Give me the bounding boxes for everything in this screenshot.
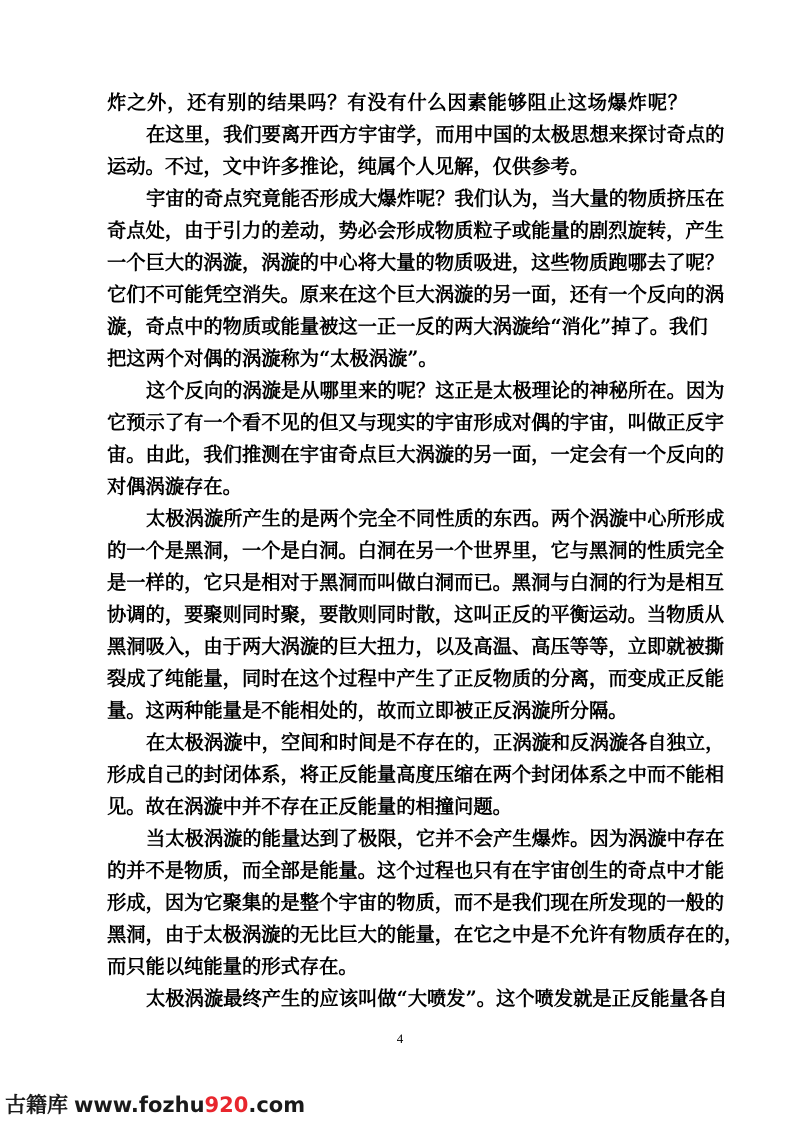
watermark-url-suffix: .com bbox=[248, 1093, 306, 1117]
text-line: 太极涡漩所产生的是两个完全不同性质的东西。两个涡漩中心所形成 bbox=[146, 507, 725, 530]
text-line: 它们不可能凭空消失。原来在这个巨大涡漩的另一面，还有一个反向的涡 bbox=[107, 283, 724, 306]
text-line: 这个反向的涡漩是从哪里来的呢？这正是太极理论的神秘所在。因为 bbox=[146, 379, 725, 402]
text-line: 见。故在涡漩中并不存在正反能量的相撞问题。 bbox=[107, 795, 512, 818]
text-line: 量。这两种能量是不能相处的，故而立即被正反涡漩所分隔。 bbox=[107, 699, 628, 722]
text-line: 黑洞吸入，由于两大涡漩的巨大扭力，以及高温、高压等等，立即就被撕 bbox=[107, 635, 724, 658]
text-line: 而只能以纯能量的形式存在。 bbox=[107, 955, 358, 978]
text-line: 协调的，要聚则同时聚，要散则同时散，这叫正反的平衡运动。当物质从 bbox=[107, 603, 724, 626]
text-line: 它预示了有一个看不见的但又与现实的宇宙形成对偶的宇宙，叫做正反宇 bbox=[107, 411, 724, 434]
site-watermark[interactable] bbox=[5, 1090, 305, 1120]
text-line: 在太极涡漩中，空间和时间是不存在的，正涡漩和反涡漩各自独立， bbox=[146, 731, 725, 754]
text-line: 把这两个对偶的涡漩称为“太极涡漩”。 bbox=[107, 347, 438, 370]
text-line: 一个巨大的涡漩，涡漩的中心将大量的物质吸进，这些物质跑哪去了呢？ bbox=[107, 251, 724, 274]
text-line: 对偶涡漩存在。 bbox=[107, 475, 242, 498]
watermark-site-name: 古籍库 bbox=[5, 1093, 68, 1117]
text-line: 漩，奇点中的物质或能量被这一正一反的两大涡漩给“消化”掉了。我们 bbox=[107, 315, 708, 338]
text-line: 宇宙的奇点究竟能否形成大爆炸呢？我们认为，当大量的物质挤压在 bbox=[146, 187, 725, 210]
text-line: 形成自己的封闭体系，将正反能量高度压缩在两个封闭体系之中而不能相 bbox=[107, 763, 724, 786]
text-line: 太极涡漩最终产生的应该叫做“大喷发”。这个喷发就是正反能量各自 bbox=[146, 987, 728, 1010]
watermark-url-prefix: www.fozhu bbox=[74, 1093, 205, 1117]
text-line: 宙。由此，我们推测在宇宙奇点巨大涡漩的另一面，一定会有一个反向的 bbox=[107, 443, 724, 466]
text-line: 的一个是黑洞，一个是白洞。白洞在另一个世界里，它与黑洞的性质完全 bbox=[107, 539, 724, 562]
text-line: 在这里，我们要离开西方宇宙学，而用中国的太极思想来探讨奇点的 bbox=[146, 123, 725, 146]
page-number: 4 bbox=[396, 1031, 404, 1046]
text-line: 黑洞，由于太极涡漩的无比巨大的能量，在它之中是不允许有物质存在的， bbox=[107, 923, 744, 946]
text-line: 的并不是物质，而全部是能量。这个过程也只有在宇宙创生的奇点中才能 bbox=[107, 859, 724, 882]
text-line: 奇点处，由于引力的差动，势必会形成物质粒子或能量的剧烈旋转，产生 bbox=[107, 219, 724, 242]
text-line: 是一样的，它只是相对于黑洞而叫做白洞而已。黑洞与白洞的行为是相互 bbox=[107, 571, 724, 594]
text-line: 当太极涡漩的能量达到了极限，它并不会产生爆炸。因为涡漩中存在 bbox=[146, 827, 725, 850]
text-line: 运动。不过，文中许多推论，纯属个人见解，仅供参考。 bbox=[107, 155, 590, 178]
text-line: 裂成了纯能量，同时在这个过程中产生了正反物质的分离，而变成正反能 bbox=[107, 667, 724, 690]
text-line: 形成，因为它聚集的是整个宇宙的物质，而不是我们现在所发现的一般的 bbox=[107, 891, 724, 914]
text-line: 炸之外，还有别的结果吗？有没有什么因素能够阻止这场爆炸呢？ bbox=[107, 91, 687, 114]
watermark-url-number: 920 bbox=[204, 1093, 249, 1117]
